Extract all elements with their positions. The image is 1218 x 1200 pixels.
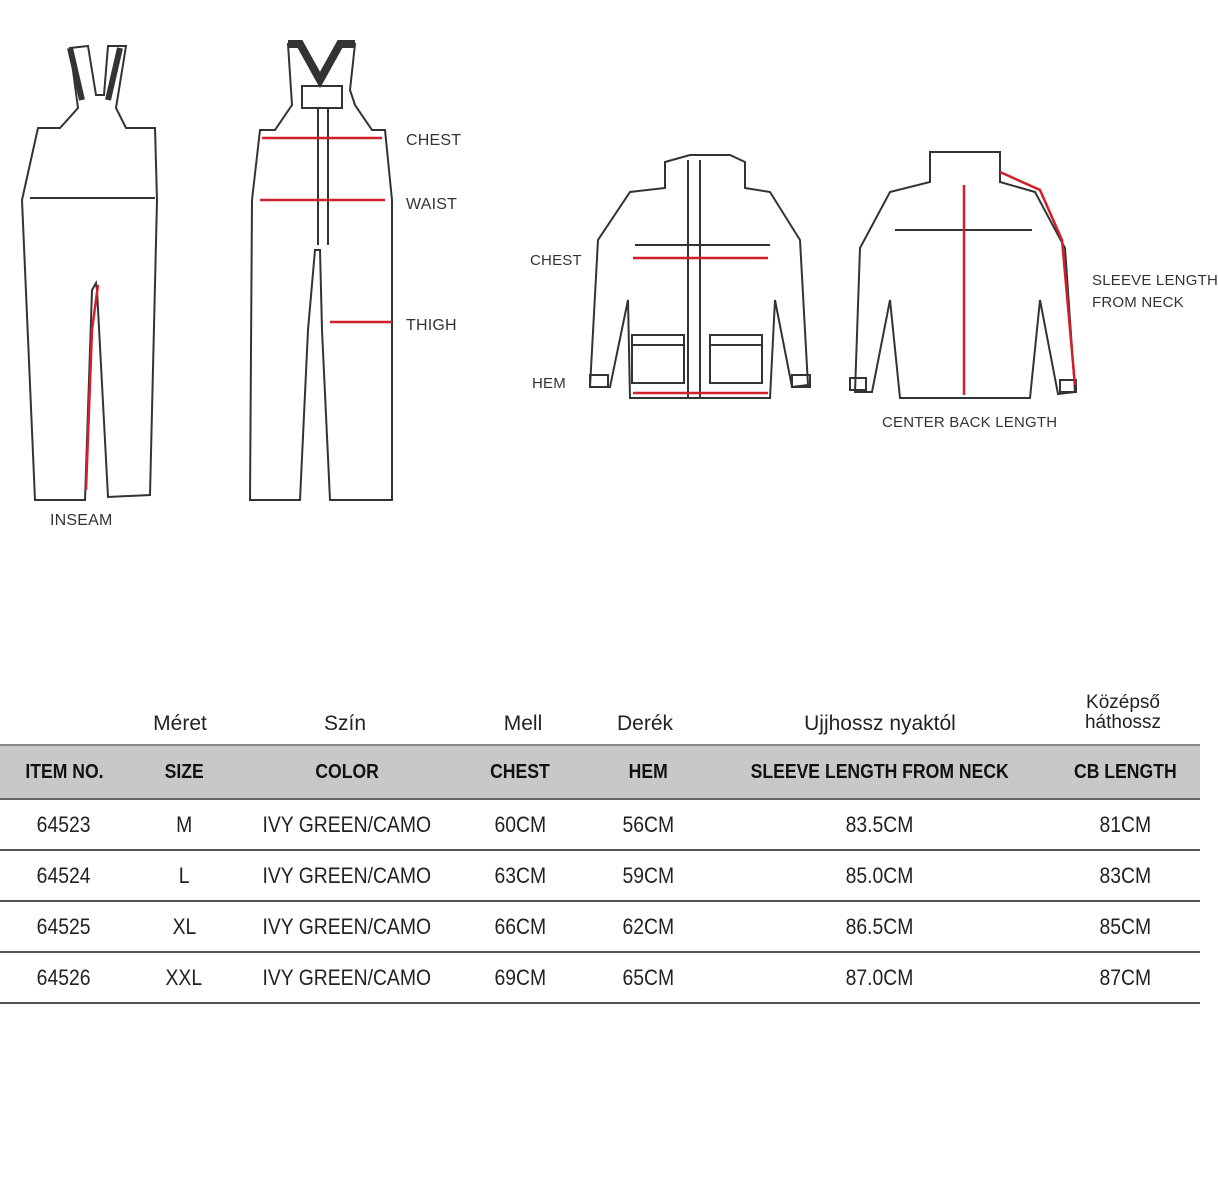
col-header-cb-length: CB LENGTH — [1050, 745, 1200, 799]
table-header-row — [0, 745, 1200, 799]
cell-hem: 62CM — [586, 901, 710, 952]
bib-inseam-label: INSEAM — [50, 512, 113, 529]
size-table — [0, 744, 1200, 1004]
cell-item-no: 64526 — [0, 952, 128, 1003]
hu-cb-header-line2: háthossz — [1084, 712, 1162, 733]
col-header-color: COLOR — [240, 745, 454, 799]
cell-size: XL — [128, 901, 240, 952]
cell-color: IVY GREEN/CAMO — [240, 952, 454, 1003]
cell-cb-length: 87CM — [1050, 952, 1200, 1003]
col-header-sleeve: SLEEVE LENGTH FROM NECK — [710, 745, 1050, 799]
cell-chest: 66CM — [454, 901, 586, 952]
size-chart — [0, 690, 1200, 1004]
measurement-lines — [86, 138, 1075, 490]
cell-item-no: 64525 — [0, 901, 128, 952]
cell-hem: 59CM — [586, 850, 710, 901]
cell-hem: 56CM — [586, 799, 710, 850]
hungarian-header-row — [0, 690, 1200, 744]
hu-cb-header-line1: Középső — [1086, 692, 1160, 713]
bib-thigh-label: THIGH — [406, 317, 457, 334]
hu-hem-header: Derék — [616, 712, 674, 735]
jacket-sleeve-label-line1: SLEEVE LENGTH — [1092, 272, 1218, 289]
cell-chest: 63CM — [454, 850, 586, 901]
table-row — [0, 952, 1200, 1003]
cell-chest: 69CM — [454, 952, 586, 1003]
garment-diagrams — [0, 0, 1218, 560]
hu-size-header: Méret — [153, 712, 207, 735]
cell-sleeve: 83.5CM — [710, 799, 1050, 850]
cell-color: IVY GREEN/CAMO — [240, 850, 454, 901]
cell-item-no: 64524 — [0, 850, 128, 901]
cell-item-no: 64523 — [0, 799, 128, 850]
table-row — [0, 850, 1200, 901]
table-row — [0, 901, 1200, 952]
cell-size: M — [128, 799, 240, 850]
garment-drawings — [0, 0, 1200, 560]
col-header-hem: HEM — [586, 745, 710, 799]
hu-color-header: Szín — [323, 712, 367, 735]
cell-size: L — [128, 850, 240, 901]
col-header-item-no: ITEM NO. — [0, 745, 128, 799]
jacket-cb-label: CENTER BACK LENGTH — [882, 414, 1058, 431]
jacket-hem-label: HEM — [532, 375, 566, 392]
bib-chest-label: CHEST — [406, 132, 462, 149]
cell-hem: 65CM — [586, 952, 710, 1003]
cell-sleeve: 87.0CM — [710, 952, 1050, 1003]
bib-back-drawing — [250, 44, 392, 500]
cell-color: IVY GREEN/CAMO — [240, 799, 454, 850]
hu-chest-header: Mell — [503, 712, 543, 735]
cell-color: IVY GREEN/CAMO — [240, 901, 454, 952]
cell-sleeve: 85.0CM — [710, 850, 1050, 901]
cell-sleeve: 86.5CM — [710, 901, 1050, 952]
bib-front-drawing — [22, 46, 157, 500]
jacket-chest-label: CHEST — [530, 252, 582, 269]
cell-cb-length: 85CM — [1050, 901, 1200, 952]
hu-sleeve-header: Ujjhossz nyaktól — [804, 712, 956, 735]
jacket-sleeve-label-line2: FROM NECK — [1092, 294, 1184, 311]
cell-chest: 60CM — [454, 799, 586, 850]
col-header-size: SIZE — [128, 745, 240, 799]
cell-cb-length: 81CM — [1050, 799, 1200, 850]
cell-size: XXL — [128, 952, 240, 1003]
col-header-chest: CHEST — [454, 745, 586, 799]
jacket-front-drawing — [590, 155, 810, 398]
table-row — [0, 799, 1200, 850]
bib-waist-label: WAIST — [406, 196, 458, 213]
cell-cb-length: 83CM — [1050, 850, 1200, 901]
